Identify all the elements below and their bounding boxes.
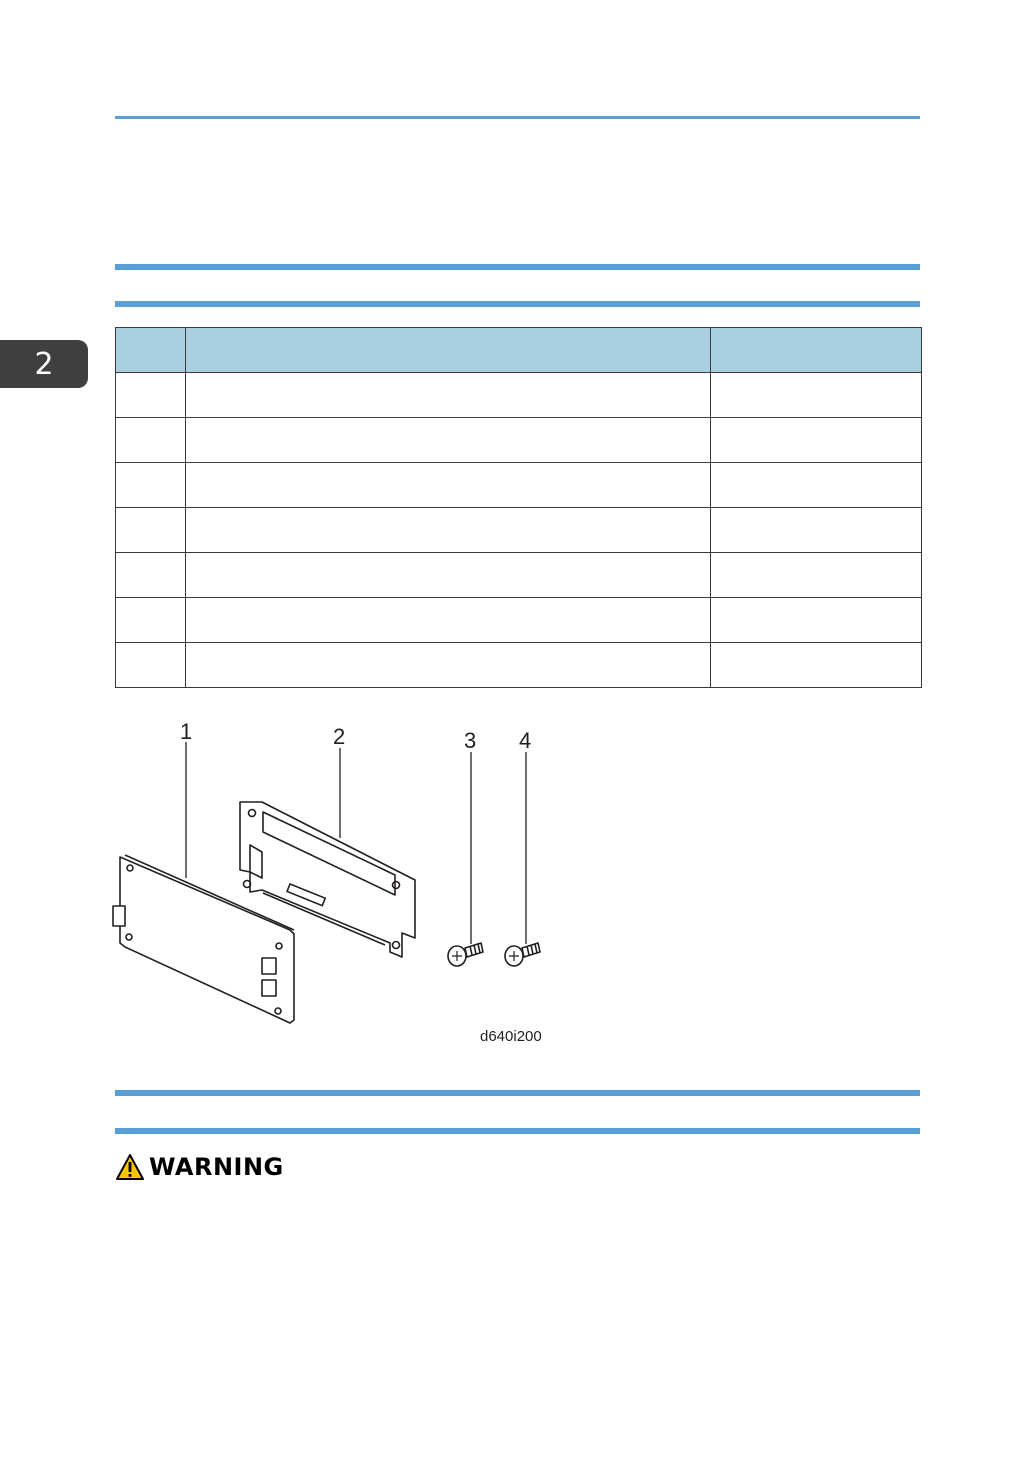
section-rule-bottom-2	[115, 1128, 920, 1134]
table-cell	[186, 463, 711, 508]
column-header-qty	[711, 328, 922, 373]
parts-table	[115, 327, 922, 688]
column-header-description	[186, 328, 711, 373]
table-cell	[711, 508, 922, 553]
table-cell	[711, 373, 922, 418]
table-cell	[116, 418, 186, 463]
table-row	[116, 373, 922, 418]
warning-heading	[115, 1152, 284, 1182]
table-cell	[116, 463, 186, 508]
table-row	[116, 643, 922, 688]
table-cell	[186, 643, 711, 688]
table-header-row	[116, 328, 922, 373]
figure-id: d640i200	[480, 1028, 542, 1045]
table-cell	[711, 463, 922, 508]
parts-illustration	[100, 710, 570, 1060]
chapter-number: 2	[34, 346, 54, 382]
screw-part-3	[448, 943, 483, 966]
table-cell	[186, 418, 711, 463]
screw-part-4	[505, 943, 540, 966]
table-cell	[711, 553, 922, 598]
table-row	[116, 508, 922, 553]
table-cell	[116, 373, 186, 418]
callout-1: 1	[180, 719, 193, 744]
warning-label: WARNING	[149, 1153, 284, 1181]
section-rule-top-2	[115, 1090, 920, 1096]
table-cell	[186, 373, 711, 418]
table-row	[116, 598, 922, 643]
column-header-no	[116, 328, 186, 373]
callout-3: 3	[464, 728, 477, 753]
chapter-tab	[0, 340, 88, 388]
section-rule-bottom	[115, 301, 920, 307]
table-row	[116, 418, 922, 463]
callout-4: 4	[519, 728, 532, 753]
table-cell	[186, 508, 711, 553]
table-cell	[711, 418, 922, 463]
table-cell	[116, 553, 186, 598]
table-cell	[116, 508, 186, 553]
table-cell	[116, 643, 186, 688]
table-cell	[186, 553, 711, 598]
table-cell	[711, 643, 922, 688]
table-cell	[116, 598, 186, 643]
table-row	[116, 553, 922, 598]
header-rule	[115, 116, 920, 119]
section-rule-top	[115, 264, 920, 270]
table-cell	[186, 598, 711, 643]
callout-2: 2	[333, 724, 346, 749]
warning-triangle-icon	[115, 1153, 145, 1181]
table-cell	[711, 598, 922, 643]
table-row	[116, 463, 922, 508]
